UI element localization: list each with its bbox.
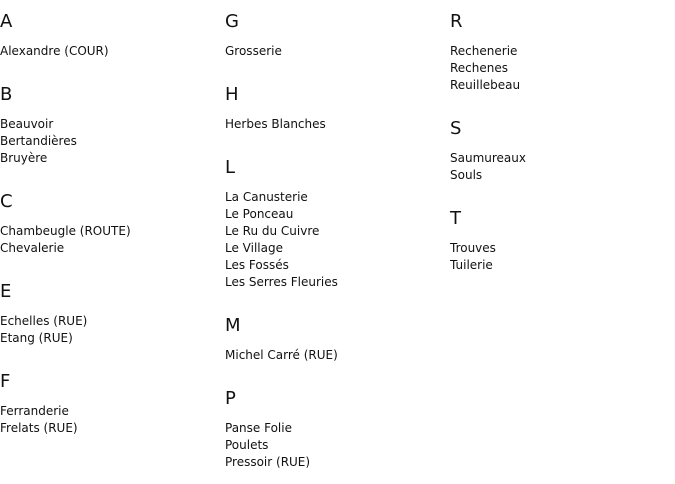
- letter-heading: P: [225, 388, 236, 409]
- group-spacer: [0, 167, 220, 190]
- letter-heading: E: [0, 281, 12, 302]
- street-link[interactable]: Grosserie: [225, 44, 282, 58]
- street-list-item: [225, 223, 445, 240]
- group-spacer: [225, 364, 445, 387]
- street-link[interactable]: Echelles (RUE): [0, 314, 88, 328]
- street-list: [225, 43, 445, 60]
- street-list-item: [450, 150, 670, 167]
- street-list-item: [225, 189, 445, 206]
- street-list-item: [450, 257, 670, 274]
- street-list-item: [0, 313, 220, 330]
- street-list: [450, 43, 670, 94]
- street-list-item: [225, 347, 445, 364]
- street-list: [450, 150, 670, 184]
- street-link[interactable]: Le Ru du Cuivre: [225, 224, 320, 238]
- letter-heading: G: [225, 11, 239, 32]
- letter-heading: S: [450, 118, 462, 139]
- street-link[interactable]: Chevalerie: [0, 241, 65, 255]
- street-list-item: [0, 116, 220, 133]
- letter-group-f: [0, 370, 220, 437]
- letter-heading: H: [225, 84, 239, 105]
- street-index-column-3: [450, 10, 670, 274]
- letter-group-e: [0, 280, 220, 370]
- street-link[interactable]: Rechenerie: [450, 44, 518, 58]
- street-index-column-2: [225, 10, 445, 471]
- street-list: [0, 223, 220, 257]
- letter-heading: R: [450, 11, 463, 32]
- letter-group-m: [225, 314, 445, 387]
- street-list: [225, 420, 445, 471]
- street-index-column-1: [0, 10, 220, 437]
- street-list-item: [0, 133, 220, 150]
- street-link[interactable]: Michel Carré (RUE): [225, 348, 338, 362]
- street-list-item: [225, 420, 445, 437]
- street-link[interactable]: Alexandre (COUR): [0, 44, 109, 58]
- street-list-item: [450, 60, 670, 77]
- letter-heading: F: [0, 371, 11, 392]
- street-list-item: [0, 150, 220, 167]
- street-link[interactable]: Panse Folie: [225, 421, 292, 435]
- street-list-item: [225, 43, 445, 60]
- street-link[interactable]: Les Serres Fleuries: [225, 275, 338, 289]
- street-list-item: [225, 454, 445, 471]
- letter-heading: T: [450, 208, 461, 229]
- street-link[interactable]: Tuilerie: [450, 258, 493, 272]
- street-list: [0, 116, 220, 167]
- street-link[interactable]: Chambeugle (ROUTE): [0, 224, 131, 238]
- street-list: [0, 403, 220, 437]
- street-link[interactable]: Beauvoir: [0, 117, 54, 131]
- group-spacer: [450, 94, 670, 117]
- street-link[interactable]: Pressoir (RUE): [225, 455, 311, 469]
- letter-group-t: [450, 207, 670, 274]
- letter-heading: C: [0, 191, 13, 212]
- street-list: [0, 313, 220, 347]
- street-link[interactable]: Bruyère: [0, 151, 48, 165]
- street-list-item: [0, 240, 220, 257]
- group-spacer: [0, 60, 220, 83]
- group-spacer: [450, 184, 670, 207]
- street-link[interactable]: Trouves: [450, 241, 496, 255]
- letter-group-p: [225, 387, 445, 471]
- street-list-item: [450, 43, 670, 60]
- street-link[interactable]: Herbes Blanches: [225, 117, 326, 131]
- letter-group-r: [450, 10, 670, 117]
- street-list-item: [0, 223, 220, 240]
- street-list-item: [225, 257, 445, 274]
- street-list-item: [0, 43, 220, 60]
- letter-group-s: [450, 117, 670, 207]
- letter-group-h: [225, 83, 445, 156]
- street-list-item: [225, 240, 445, 257]
- street-link[interactable]: Rechenes: [450, 61, 509, 75]
- street-list-item: [225, 116, 445, 133]
- letter-group-l: [225, 156, 445, 314]
- street-list-item: [450, 77, 670, 94]
- group-spacer: [225, 133, 445, 156]
- street-list: [450, 240, 670, 274]
- group-spacer: [0, 257, 220, 280]
- street-list-item: [450, 240, 670, 257]
- street-link[interactable]: Les Fossés: [225, 258, 289, 272]
- letter-heading: L: [225, 157, 236, 178]
- street-link[interactable]: Le Village: [225, 241, 283, 255]
- street-link[interactable]: Le Ponceau: [225, 207, 294, 221]
- street-list-item: [0, 420, 220, 437]
- street-list: [225, 347, 445, 364]
- street-link[interactable]: Bertandières: [0, 134, 77, 148]
- street-list-item: [225, 437, 445, 454]
- letter-group-g: [225, 10, 445, 83]
- letter-heading: B: [0, 84, 13, 105]
- group-spacer: [225, 291, 445, 314]
- street-list: [0, 43, 220, 60]
- letter-heading: A: [0, 11, 13, 32]
- street-link[interactable]: Poulets: [225, 438, 269, 452]
- letter-group-b: [0, 83, 220, 190]
- street-list-item: [225, 206, 445, 223]
- street-link[interactable]: Reuillebeau: [450, 78, 521, 92]
- letter-group-c: [0, 190, 220, 280]
- group-spacer: [225, 60, 445, 83]
- group-spacer: [0, 347, 220, 370]
- street-list-item: [0, 330, 220, 347]
- street-link[interactable]: Souls: [450, 168, 483, 182]
- street-list: [225, 116, 445, 133]
- street-link[interactable]: La Canusterie: [225, 190, 308, 204]
- street-list: [225, 189, 445, 291]
- street-list-item: [0, 403, 220, 420]
- street-list-item: [225, 274, 445, 291]
- street-link[interactable]: Etang (RUE): [0, 331, 73, 345]
- street-link[interactable]: Ferranderie: [0, 404, 69, 418]
- letter-heading: M: [225, 315, 241, 336]
- letter-group-a: [0, 10, 220, 83]
- street-link[interactable]: Frelats (RUE): [0, 421, 78, 435]
- street-list-item: [450, 167, 670, 184]
- street-link[interactable]: Saumureaux: [450, 151, 526, 165]
